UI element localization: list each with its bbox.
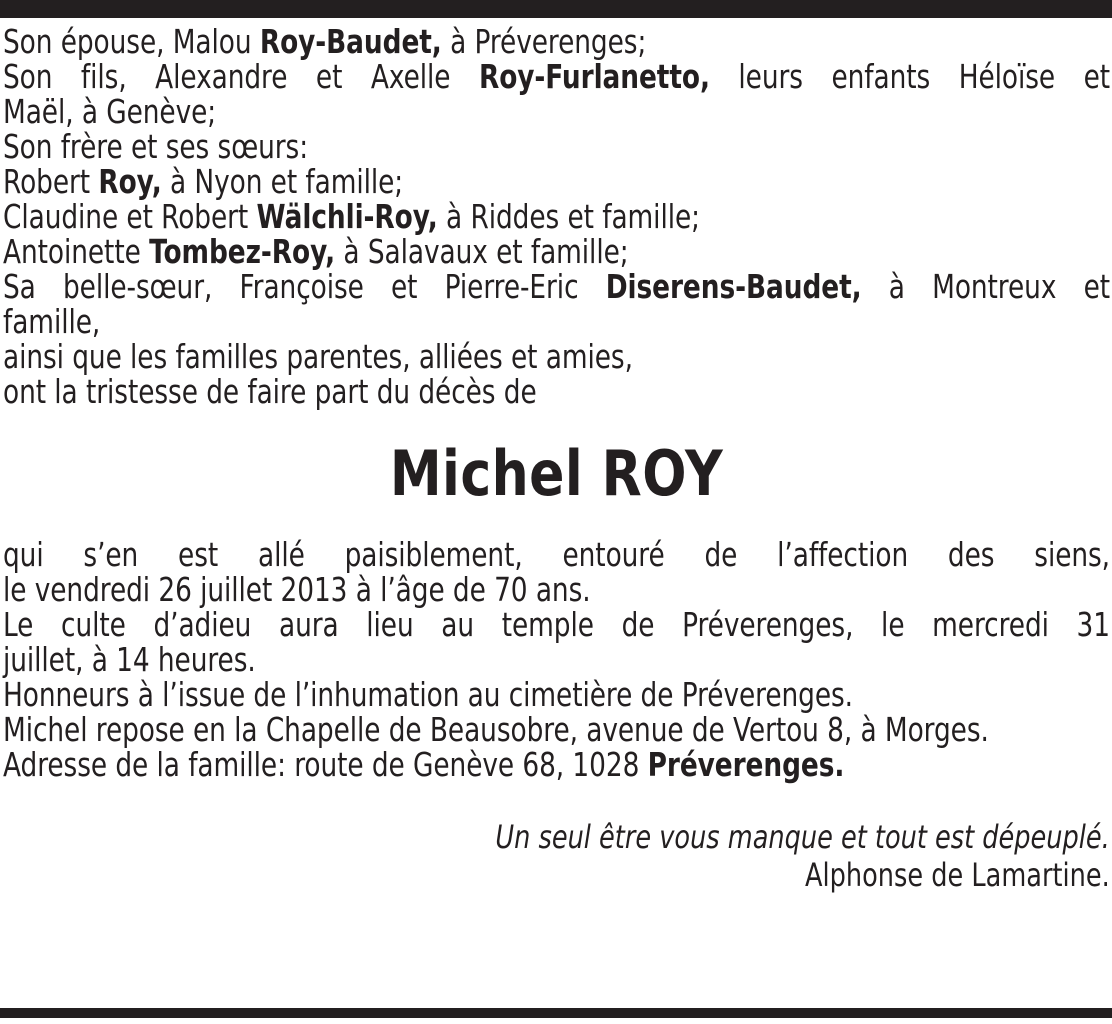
survivor-line: [3, 199, 1110, 234]
survivor-line-name: Roy,: [98, 162, 162, 201]
survivor-line-suffix: à Préverenges;: [441, 22, 647, 61]
detail-line: [3, 572, 1110, 607]
detail-line: [3, 607, 1110, 642]
survivor-line-prefix: Claudine et Robert: [3, 197, 257, 236]
survivor-line-suffix: à Nyon et famille;: [161, 162, 404, 201]
detail-line: [3, 677, 1110, 712]
survivor-line-prefix: Son épouse, Malou: [3, 22, 260, 61]
survivor-line-prefix: Son frère et ses sœurs:: [3, 127, 309, 166]
survivor-line-name: Roy-Furlanetto,: [478, 57, 710, 96]
detail-line-emphasis: Préverenges.: [647, 745, 845, 784]
survivor-line-suffix: à Montreux et: [861, 267, 1111, 306]
detail-line-prefix: Honneurs à l’issue de l’inhumation au cimetière de Préverenges.: [3, 675, 853, 714]
survivor-line-name: Roy-Baudet,: [259, 22, 442, 61]
deceased-name: Michel ROY: [389, 437, 724, 510]
survivor-line-suffix: leurs enfants Héloïse et: [709, 57, 1111, 96]
survivor-line-prefix: Son fils, Alexandre et Axelle: [3, 57, 479, 96]
detail-line: [3, 642, 1110, 677]
survivor-line-prefix: Sa belle-sœur, Françoise et Pierre-Eric: [3, 267, 606, 306]
top-rule-divider: [0, 0, 1112, 18]
survivor-line: [3, 374, 1110, 409]
survivors-block: [3, 24, 1110, 409]
survivor-line: [3, 234, 1110, 269]
survivor-line-prefix: Robert: [3, 162, 99, 201]
survivor-line-name: Tombez-Roy,: [149, 232, 336, 271]
detail-line-prefix: Le culte d’adieu aura lieu au temple de Préverenges, le mercredi 31: [3, 605, 1110, 644]
survivor-line: [3, 339, 1110, 374]
detail-line-prefix: qui s’en est allé paisiblement, entouré de l’affection des siens,: [3, 535, 1110, 574]
survivor-line: [3, 94, 1110, 129]
detail-line: [3, 747, 1110, 782]
survivor-line: [3, 164, 1110, 199]
details-block: [3, 537, 1110, 782]
survivor-line-suffix: à Salavaux et famille;: [335, 232, 629, 271]
bottom-rule-divider: [0, 1008, 1112, 1018]
survivor-line-prefix: famille,: [3, 302, 101, 341]
detail-line-prefix: Michel repose en la Chapelle de Beausobre, avenue de Vertou 8, à Morges.: [3, 710, 989, 749]
epigraph-quote: Un seul être vous manque et tout est dépeuplé.: [495, 818, 1110, 856]
detail-line-prefix: Adresse de la famille: route de Genève 68, 1028: [3, 745, 648, 784]
survivor-line-prefix: Antoinette: [3, 232, 150, 271]
survivor-line-prefix: ont la tristesse de faire part du décès de: [3, 372, 537, 411]
survivor-line: [3, 24, 1110, 59]
notice-body: [0, 18, 1112, 894]
detail-line: [3, 537, 1110, 572]
survivor-line-prefix: ainsi que les familles parentes, alliées et amies,: [3, 337, 633, 376]
epigraph-author: Alphonse de Lamartine.: [805, 856, 1110, 894]
detail-line-prefix: le vendredi 26 juillet 2013 à l’âge de 70 ans.: [3, 570, 591, 609]
survivor-line: [3, 59, 1110, 94]
survivor-line-prefix: Maël, à Genève;: [3, 92, 217, 131]
survivor-line: [3, 129, 1110, 164]
epigraph-block: [3, 818, 1110, 894]
survivor-line-name: Diserens-Baudet,: [605, 267, 862, 306]
detail-line: [3, 712, 1110, 747]
detail-line-prefix: juillet, à 14 heures.: [3, 640, 256, 679]
survivor-line-suffix: à Riddes et famille;: [437, 197, 700, 236]
survivor-line: [3, 304, 1110, 339]
survivor-line: [3, 269, 1110, 304]
survivor-line-name: Wälchli-Roy,: [256, 197, 438, 236]
